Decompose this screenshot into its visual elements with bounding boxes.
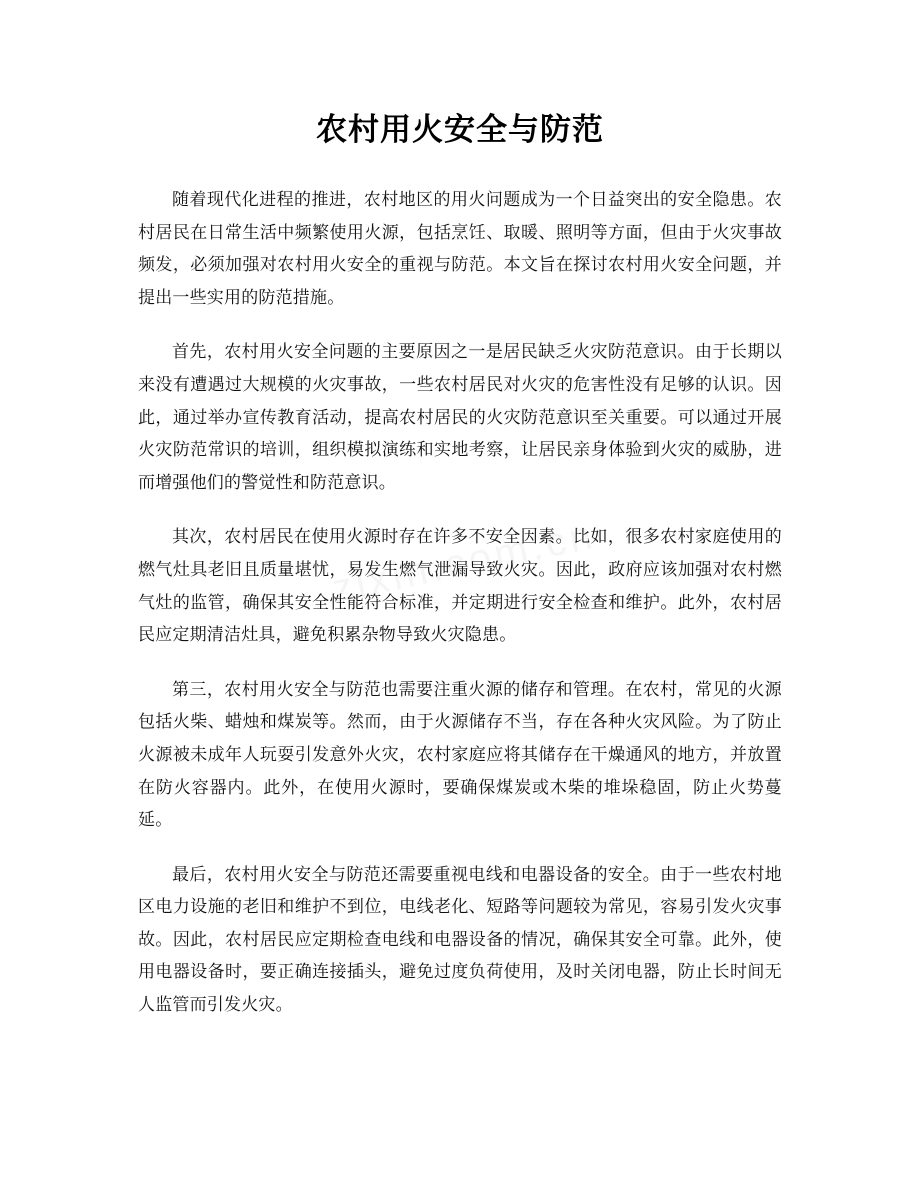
paragraph-gas-stoves: 其次，农村居民在使用火源时存在许多不安全因素。比如，很多农村家庭使用的燃气灶具老旧且质量堪忧，易发生燃气泄漏导致火灾。因此，政府应该加强对农村燃气灶的监管，确保其安全性能符合标准，并定期进行安全检查和维护。此外，农村居民应定期清洁灶具，避免积累杂物导致火灾隐患。 xyxy=(138,527,782,646)
page-title: 农村用火安全与防范 xyxy=(316,112,604,148)
paragraph-electrical-safety: 最后，农村用火安全与防范还需要重视电线和电器设备的安全。由于一些农村地区电力设施的老旧和维护不到位，电线老化、短路等问题较为常见，容易引发火灾事故。因此，农村居民应定期检查电线和电器设备的情况，确保其安全可靠。此外，使用电器设备时，要正确连接插头，避免过度负荷使用，及时关闭电器，防止长时间无人监管而引发火灾。 xyxy=(138,864,782,1016)
paragraph-fire-storage: 第三，农村用火安全与防范也需要注重火源的储存和管理。在农村，常见的火源包括火柴、蜡烛和煤炭等。然而，由于火源储存不当，存在各种火灾风险。为了防止火源被未成年人玩耍引发意外火灾，农村家庭应将其储存在干燥通风的地方，并放置在防火容器内。此外，在使用火源时，要确保煤炭或木柴的堆垛稳固，防止火势蔓延。 xyxy=(138,679,782,831)
document-body xyxy=(138,184,782,1044)
paragraph-awareness: 首先，农村用火安全问题的主要原因之一是居民缺乏火灾防范意识。由于长期以来没有遭遇过大规模的火灾事故，一些农村居民对火灾的危害性没有足够的认识。因此，通过举办宣传教育活动，提高农村居民的火灾防范意识至关重要。可以通过开展火灾防范常识的培训，组织模拟演练和实地考察，让居民亲身体验到火灾的威胁，进而增强他们的警觉性和防范意识。 xyxy=(138,342,782,493)
paragraph-intro: 随着现代化进程的推进，农村地区的用火问题成为一个日益突出的安全隐患。农村居民在日常生活中频繁使用火源，包括烹饪、取暖、照明等方面，但由于火灾事故频发，必须加强对农村用火安全的重视与防范。本文旨在探讨农村用火安全问题，并提出一些实用的防范措施。 xyxy=(138,190,782,308)
